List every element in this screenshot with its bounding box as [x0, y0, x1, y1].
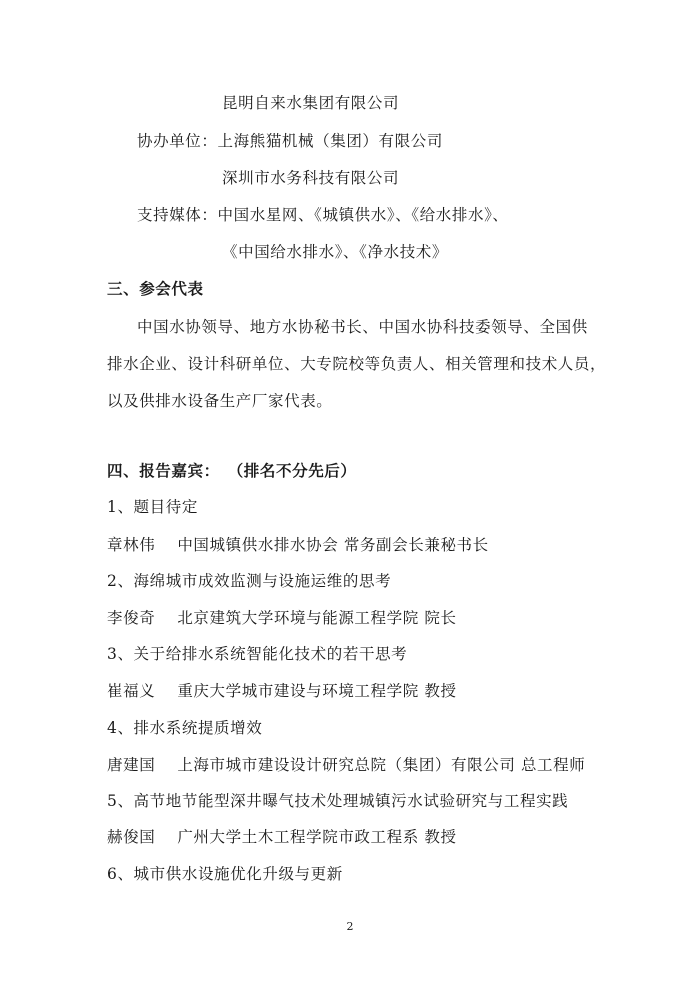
report-topic: 3、关于给排水系统智能化技术的若干思考	[107, 645, 408, 663]
report-topic: 4、排水系统提质增效	[107, 719, 263, 737]
media-list: 中国水星网、《城镇供水》、《给水排水》、	[217, 206, 509, 224]
speaker-affiliation: 上海市城市建设设计研究总院（集团）有限公司 总工程师	[177, 756, 586, 774]
co-organizer-name: 上海熊猫机械（集团）有限公司	[217, 132, 443, 150]
speaker-row	[107, 608, 457, 628]
speaker-row	[107, 827, 457, 847]
co-organizers-label: 协办单位：	[137, 132, 218, 150]
section-heading-row	[107, 461, 357, 481]
speaker-affiliation: 广州大学土木工程学院市政工程系 教授	[177, 828, 457, 846]
section-note: （排名不分先后）	[227, 462, 357, 480]
speaker-row	[107, 535, 489, 555]
report-topic: 1、题目待定	[107, 498, 198, 516]
speaker-name: 章林伟	[107, 536, 156, 554]
speaker-affiliation: 重庆大学城市建设与环境工程学院 教授	[177, 682, 457, 700]
report-topic: 5、高节地节能型深井曝气技术处理城镇污水试验研究与工程实践	[107, 792, 569, 810]
paragraph-line: 以及供排水设备生产厂家代表。	[107, 392, 333, 410]
media-row	[137, 205, 509, 225]
media-list: 《中国给水排水》、《净水技术》	[222, 243, 449, 261]
co-organizer-row	[137, 131, 443, 151]
speaker-name: 赫俊国	[107, 828, 156, 846]
paragraph-line: 排水企业、设计科研单位、大专院校等负责人、相关管理和技术人员，	[107, 355, 607, 373]
section-heading: 三、参会代表	[107, 280, 204, 298]
speaker-affiliation: 中国城镇供水排水协会 常务副会长兼秘书长	[177, 536, 489, 554]
speaker-row	[107, 681, 457, 701]
paragraph-line: 中国水协领导、地方水协秘书长、中国水协科技委领导、全国供	[137, 318, 588, 336]
speaker-name: 李俊奇	[107, 609, 156, 627]
co-organizer-name: 深圳市水务科技有限公司	[222, 169, 400, 187]
report-topic: 2、海绵城市成效监测与设施运维的思考	[107, 572, 392, 590]
organizer-line: 昆明自来水集团有限公司	[222, 94, 400, 112]
speaker-name: 崔福义	[107, 682, 156, 700]
speaker-name: 唐建国	[107, 756, 156, 774]
report-topic: 6、城市供水设施优化升级与更新	[107, 865, 343, 883]
section-heading: 四、报告嘉宾：	[107, 462, 220, 480]
speaker-affiliation: 北京建筑大学环境与能源工程学院 院长	[177, 609, 457, 627]
page-number: 2	[346, 920, 354, 933]
speaker-row	[107, 755, 585, 775]
media-label: 支持媒体：	[137, 206, 218, 224]
